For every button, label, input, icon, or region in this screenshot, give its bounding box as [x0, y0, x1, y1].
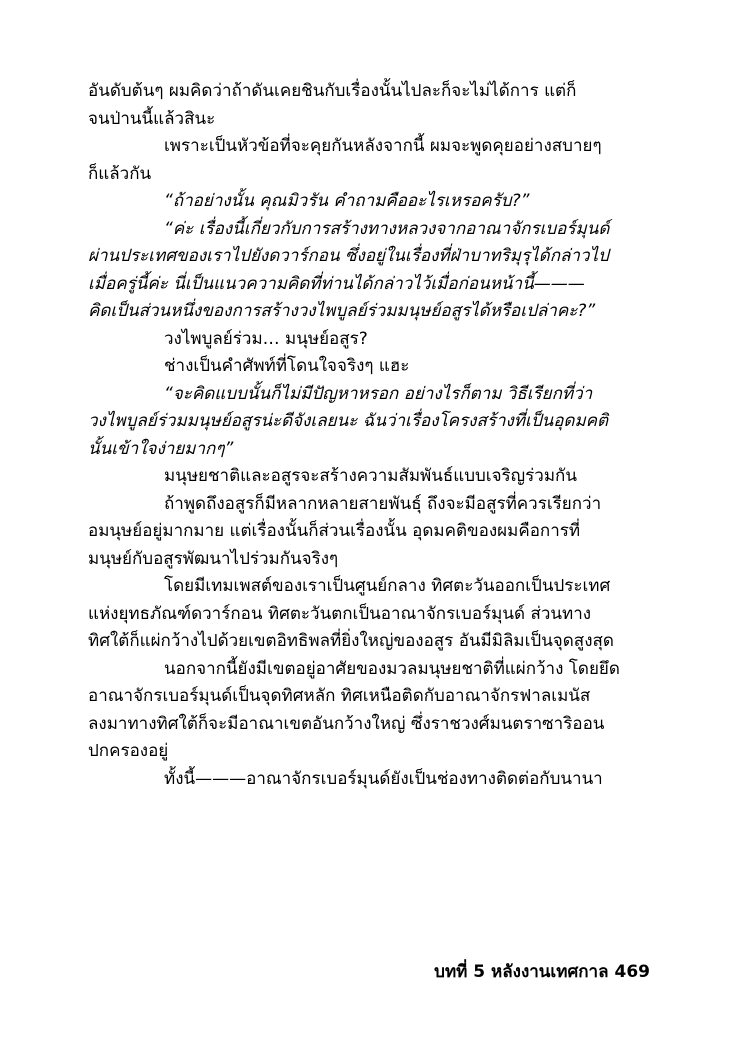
dialogue-line: นั้นเข้าใจง่ายมากๆ” — [88, 438, 234, 459]
dialogue-line: “จะคิดแบบนั้นก็ไม่มีปัญหาหรอก อย่างไรก็ตาม วิธีเรียกที่ว่า — [164, 383, 593, 404]
page-footer — [434, 960, 650, 984]
text-line: แห่งยุทธภัณฑ์ดวาร์กอน ทิศตะวันตกเป็นอาณาจักรเบอร์มุนด์ ส่วนทาง — [88, 603, 592, 624]
dialogue-line: วงไพบูลย์ร่วมมนุษย์อสูรน่ะดีจังเลยนะ ฉันว่าเรื่องโครงสร้างที่เป็นอุดมคติ — [88, 411, 609, 431]
text-line: จนป่านนี้แล้วสินะ — [88, 108, 216, 129]
text-line: ก็แล้วกัน — [88, 163, 152, 184]
text-line: อันดับต้นๆ ผมคิดว่าถ้าดันเคยชินกับเรื่องนั้นไปละก็จะไม่ได้การ แต่ก็ — [88, 81, 577, 101]
text-line: โดยมีเทมเพสต์ของเราเป็นศูนย์กลาง ทิศตะวันออกเป็นประเทศ — [164, 576, 611, 596]
text-line: ทั้งนี้———อาณาจักรเบอร์มุนด์ยังเป็นช่องทางติดต่อกับนานา — [164, 768, 603, 789]
dialogue-line: “ค่ะ เรื่องนี้เกี่ยวกับการสร้างทางหลวงจากอาณาจักรเบอร์มุนด์ — [164, 218, 610, 239]
text-line: เพราะเป็นหัวข้อที่จะคุยกันหลังจากนี้ ผมจะพูดคุยอย่างสบายๆ — [164, 136, 602, 156]
text-line: ปกครองอยู่ — [88, 741, 169, 761]
text-line: ช่างเป็นคำศัพท์ที่โดนใจจริงๆ แฮะ — [164, 356, 410, 376]
text-line: มนุษยชาติและอสูรจะสร้างความสัมพันธ์แบบเจริญร่วมกัน — [164, 466, 577, 486]
chapter-title: บทที่ 5 หลังงานเทศกาล — [434, 962, 609, 982]
page-body — [88, 78, 650, 793]
text-line: วงไพบูลย์ร่วม… มนุษย์อสูร? — [164, 328, 368, 349]
text-line: อาณาจักรเบอร์มุนด์เป็นจุดทิศหลัก ทิศเหนือติดกับอาณาจักรฟาลเมนัส — [88, 686, 591, 706]
text-line: อมนุษย์อยู่มากมาย แต่เรื่องนั้นก็ส่วนเรื่องนั้น อุดมคติของผมคือการที่ — [88, 521, 581, 541]
text-line: ทิศใต้ก็แผ่กว้างไปด้วยเขตอิทธิพลที่ยิ่งใหญ่ของอสูร อันมีมิลิมเป็นจุดสูงสุด — [88, 631, 614, 651]
text-line: ลงมาทางทิศใต้ก็จะมีอาณาเขตอันกว้างใหญ่ ซึ่งราชวงศ์มนตราซาริออน — [88, 713, 605, 734]
text-line: ถ้าพูดถึงอสูรก็มีหลากหลายสายพันธุ์ ถึงจะมีอสูรที่ควรเรียกว่า — [164, 493, 602, 514]
text-line: นอกจากนี้ยังมีเขตอยู่อาศัยของมวลมนุษยชาติที่แผ่กว้าง โดยยึด — [164, 658, 620, 679]
dialogue-line: เมื่อครู่นี้ค่ะ นี่เป็นแนวความคิดที่ท่านได้กล่าวไว้เมื่อก่อนหน้านี้——— — [88, 273, 585, 294]
dialogue-line: คิดเป็นส่วนหนึ่งของการสร้างวงไพบูลย์ร่วมมนุษย์อสูรได้หรือเปล่าคะ?” — [88, 301, 596, 321]
text-line: มนุษย์กับอสูรพัฒนาไปร่วมกันจริงๆ — [88, 548, 339, 569]
page-number: 469 — [614, 962, 650, 982]
dialogue-line: “ถ้าอย่างนั้น คุณมิวรัน คำถามคืออะไรเหรอครับ?” — [164, 191, 530, 211]
dialogue-line: ผ่านประเทศของเราไปยังดวาร์กอน ซึ่งอยู่ในเรื่องที่ฝ่าบาทริมุรุได้กล่าวไป — [88, 246, 609, 266]
